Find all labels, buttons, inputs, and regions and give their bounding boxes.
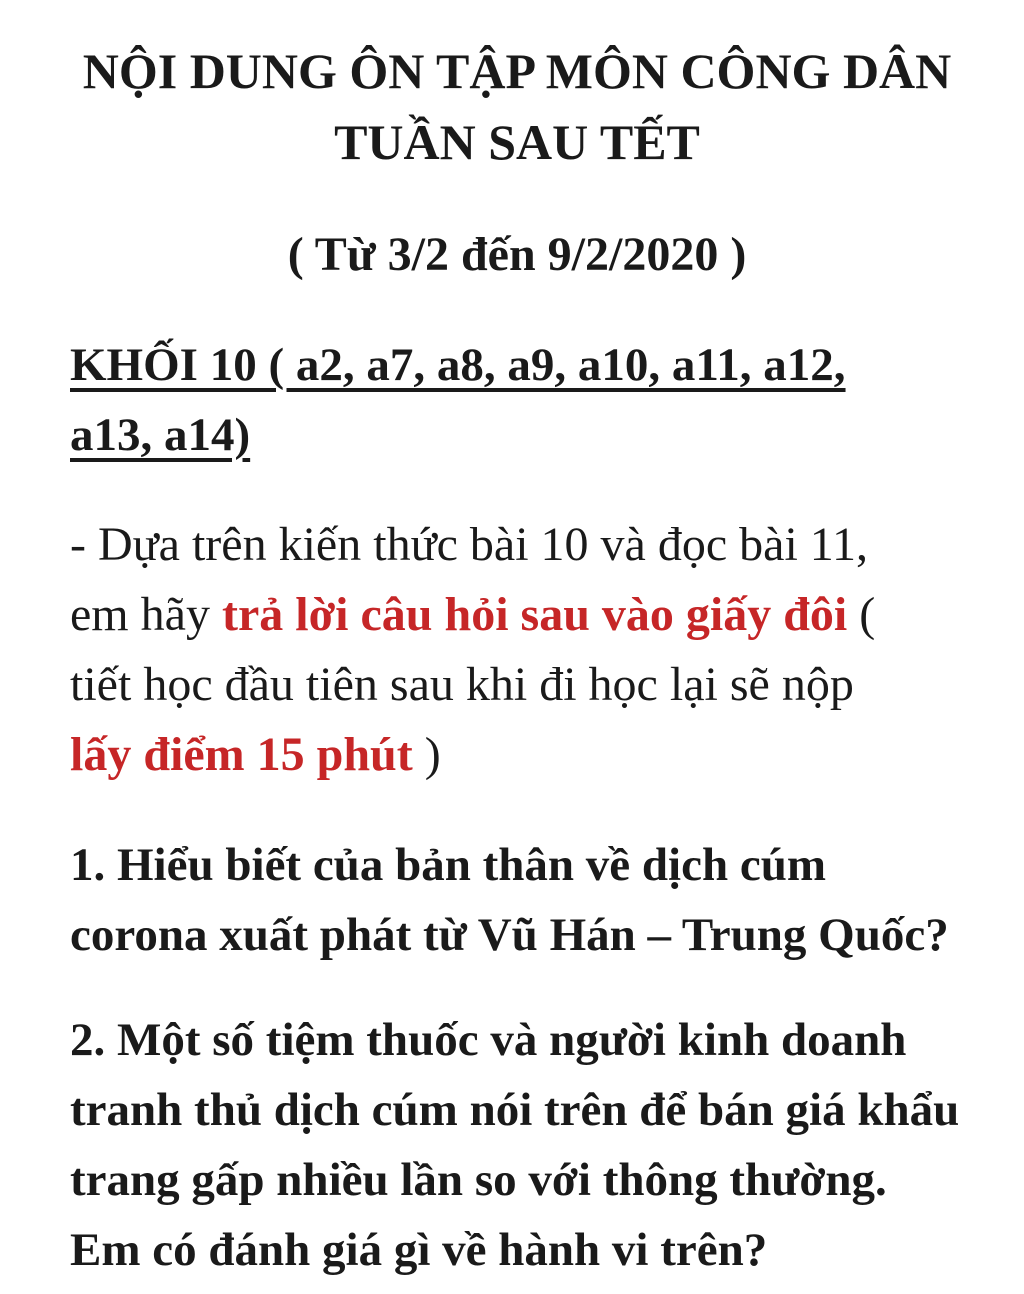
instruction-line-2 (70, 580, 964, 650)
section-heading-khoi-10 (70, 330, 964, 470)
question-1-line-2: corona xuất phát từ Vũ Hán – Trung Quốc? (70, 909, 949, 961)
question-2-line-1: 2. Một số tiệm thuốc và người kinh doanh (70, 1014, 907, 1066)
question-1 (70, 830, 964, 970)
instruction-line-4 (70, 720, 964, 790)
section-heading-line-1: KHỐI 10 ( a2, a7, a8, a9, a10, a11, a12, (70, 339, 846, 391)
date-range: ( Từ 3/2 đến 9/2/2020 ) (287, 228, 747, 281)
instruction-highlight-2: lấy điểm 15 phút (70, 728, 413, 781)
section-heading-line-2: a13, a14) (70, 409, 251, 461)
instruction-highlight-1: trả lời câu hỏi sau vào giấy đôi (221, 588, 848, 641)
title-line-1: NỘI DUNG ÔN TẬP MÔN CÔNG DÂN (82, 43, 952, 99)
title-line-2: TUẦN SAU TẾT (334, 114, 700, 170)
instruction-line-1 (70, 510, 964, 580)
question-2-line-4: Em có đánh giá gì về hành vi trên? (70, 1224, 768, 1276)
instruction-text-2b: ( (847, 588, 876, 641)
instruction-text-1: - Dựa trên kiến thức bài 10 và đọc bài 11, (70, 518, 868, 571)
instruction-text-2a: em hãy (70, 588, 222, 641)
instruction-text-4: ) (412, 728, 441, 781)
question-2-line-3: trang gấp nhiều lần so với thông thường. (70, 1154, 887, 1206)
question-2 (70, 1005, 964, 1285)
instruction-paragraph (70, 510, 964, 790)
instruction-line-3 (70, 650, 964, 720)
document-title (70, 36, 964, 178)
instruction-text-3: tiết học đầu tiên sau khi đi học lại sẽ nộp (70, 658, 854, 711)
question-1-line-1: 1. Hiểu biết của bản thân về dịch cúm (70, 839, 826, 891)
question-2-line-2: tranh thủ dịch cúm nói trên để bán giá khẩu (70, 1084, 960, 1136)
